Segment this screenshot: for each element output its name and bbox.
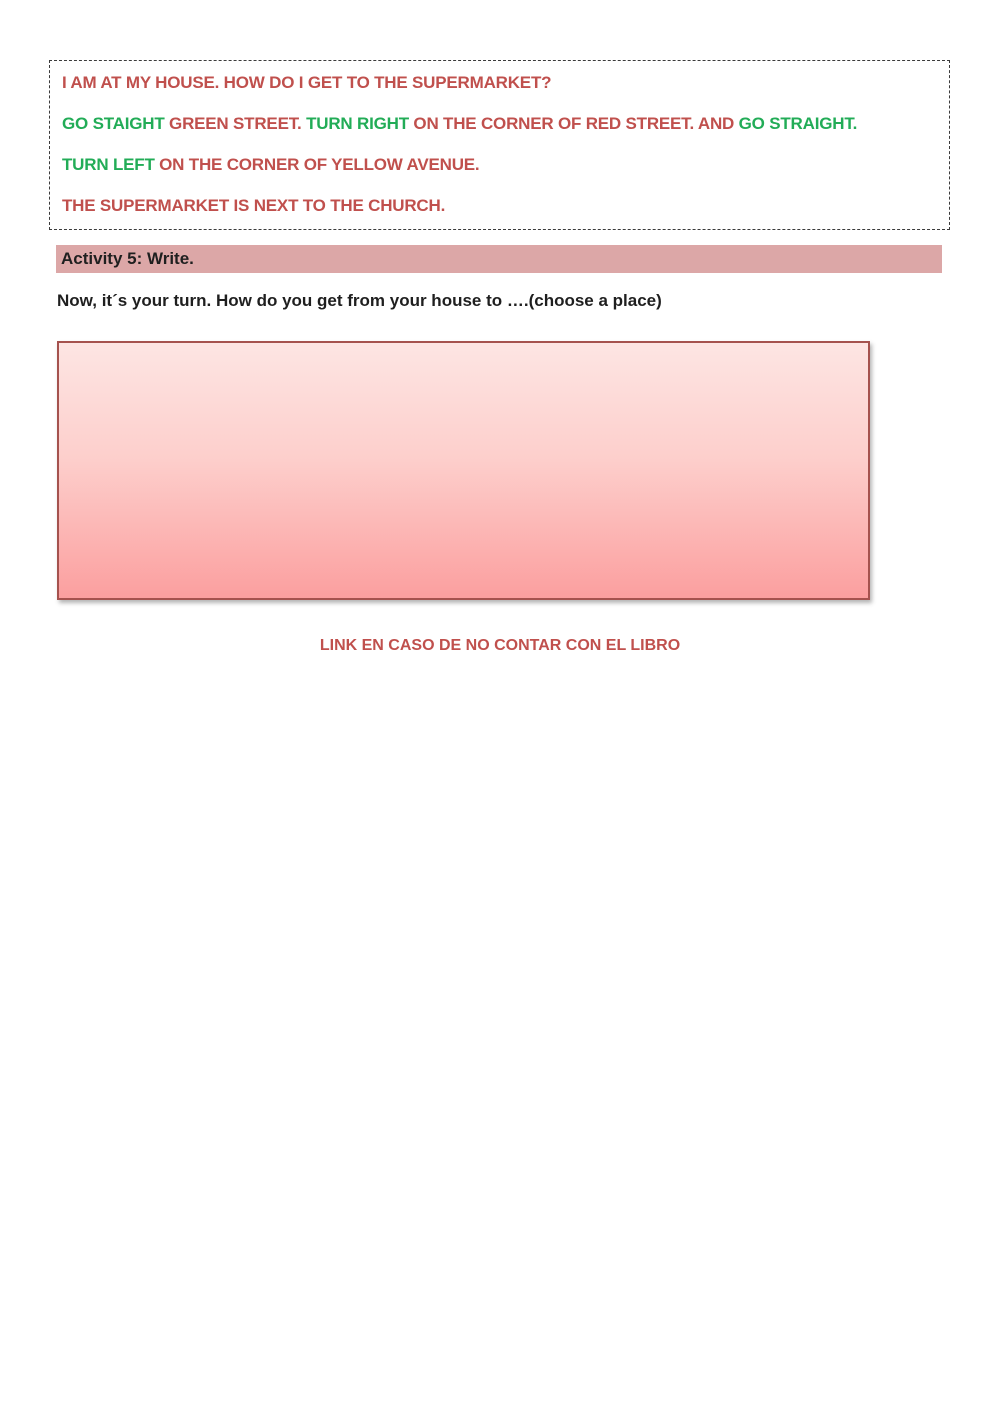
dialogue-segment: GO STAIGHT	[62, 114, 170, 133]
link-note[interactable]: LINK EN CASO DE NO CONTAR CON EL LIBRO	[319, 637, 681, 654]
dialogue-line	[62, 185, 937, 226]
dialogue-line	[62, 62, 937, 103]
activity-banner	[56, 245, 942, 273]
dialogue-segment: TURN LEFT	[62, 155, 160, 174]
dialogue-segment: THE SUPERMARKET IS NEXT TO THE CHURCH.	[62, 196, 446, 215]
dialogue-line	[62, 144, 937, 185]
instruction-text: Now, it´s your turn. How do you get from your house to ….(choose a place)	[57, 291, 662, 310]
activity-banner-label: Activity 5: Write.	[61, 249, 194, 268]
answer-box[interactable]	[57, 341, 870, 600]
dialogue-segment: ON THE CORNER OF YELLOW AVENUE.	[159, 155, 480, 174]
dialogue-segment: ON THE CORNER OF RED STREET. AND	[413, 114, 739, 133]
dialogue-segment: GO STRAIGHT.	[738, 114, 858, 133]
dialogue-segment: TURN RIGHT	[306, 114, 414, 133]
dialogue-line	[62, 103, 937, 144]
dialogue-box	[49, 60, 950, 230]
dialogue-segment: I AM AT MY HOUSE. HOW DO I GET TO THE SUPERMARKET?	[62, 73, 552, 92]
dialogue-segment: GREEN STREET.	[169, 114, 307, 133]
